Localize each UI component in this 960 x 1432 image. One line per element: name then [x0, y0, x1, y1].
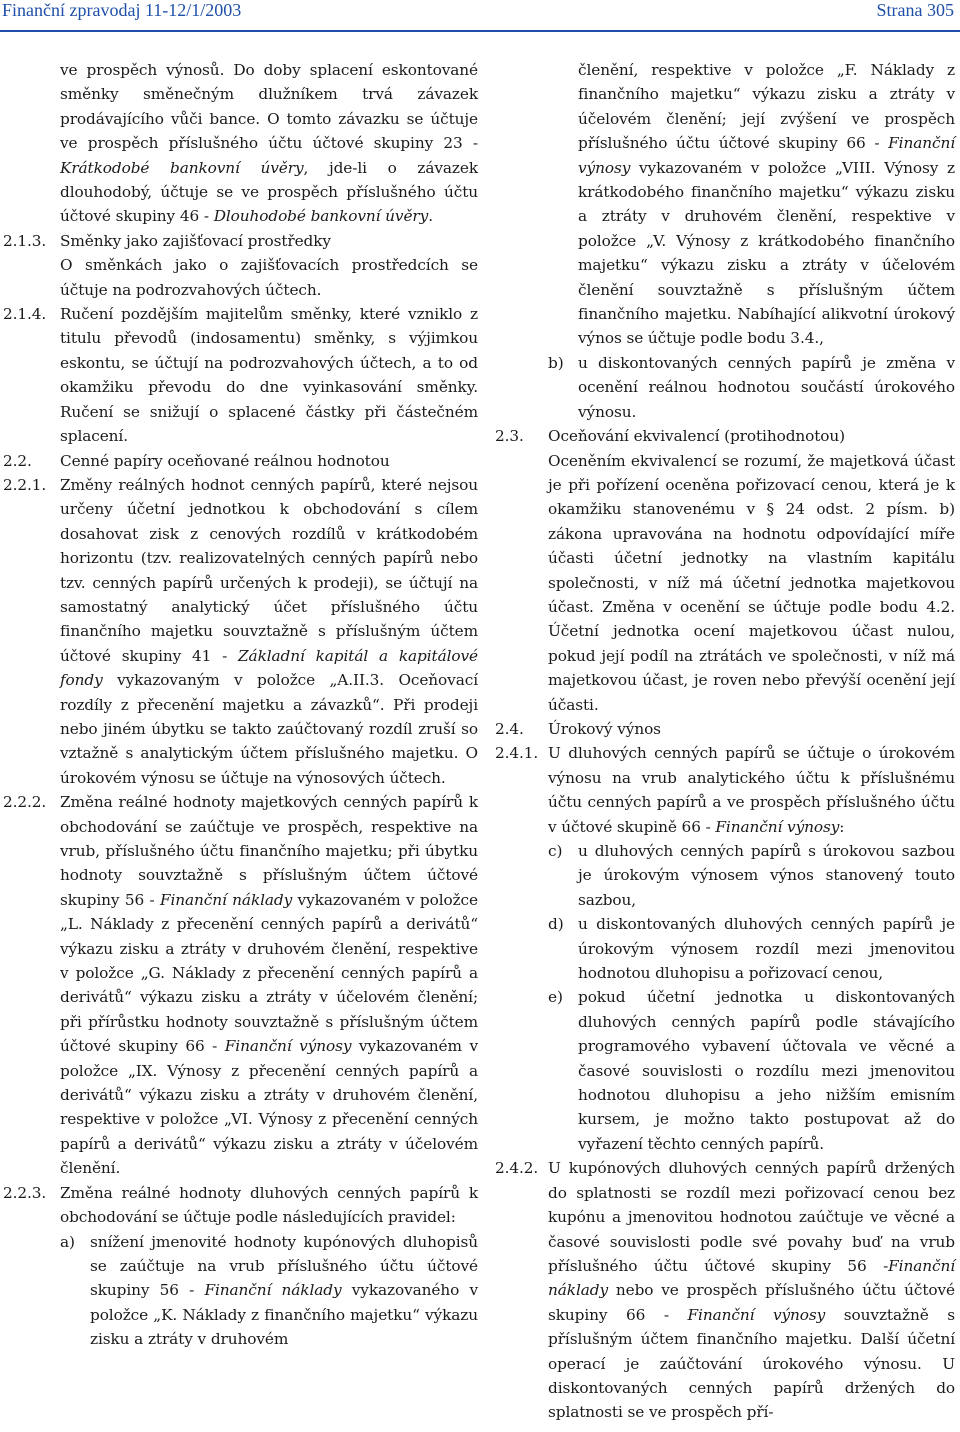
list-text: u dluhových cenných papírů s úrokovou sazbou je úrokovým výnosem výnos stanovený touto sazbou, [578, 842, 955, 909]
list-a-continuation [495, 58, 955, 351]
section-2-2-2 [3, 790, 478, 1181]
text: , jde-li o závazek dlouhodobý, účtuje se ve prospěch příslušného účtu účtové skupiny 46 - [60, 158, 479, 226]
section-number: 2.4.2. [495, 1159, 539, 1178]
section-text [548, 1156, 955, 1424]
italic-text: Finanční náklady [204, 1281, 342, 1300]
section-number: 2.2.3. [3, 1183, 47, 1202]
list-marker: c) [548, 842, 563, 860]
text: Změny reálných hodnot cenných papírů, které nejsou určeny účetní jednotkou k obchodování s cílem dosahovat zisk z cenových rozdílů v krátkodobém horizontu (tzv. realizovatelných cenných papírů nebo tzv. cenných papírů určených k prodeji), se účtují na samostatný analytický účet příslušného účtu finančního majetku souvztažně s příslušným účtem účtové skupiny 41 - [60, 475, 478, 665]
text: vykazovaném v položce „L. Náklady z přecenění cenných papírů a derivátů“ výkazu zisku a ztráty v druhovém členění, respektive v položce „G. Náklady z přecenění cenných papírů a derivátů“ výkazu zisku a ztráty v účelovém členění; při přírůstku hodnoty souvztažně s příslušným účtem účtové skupiny 66 - [60, 890, 478, 1056]
section-number: 2.4.1. [495, 744, 539, 763]
list-item-b [495, 351, 955, 424]
text: snížení jmenovité hodnoty kupónových dluhopisů se zaúčtuje na vrub příslušného účtu účtové skupiny 56 - [90, 1232, 478, 1300]
text: Změna reálné hodnoty majetkových cenných papírů k obchodování se zaúčtuje ve prospěch, respektive na vrub, příslušného účtu finančního majetku; při úbytku hodnoty souvztažně s příslušným účtem účtové skupiny 56 - [60, 793, 478, 909]
section-number: 2.2.2. [3, 793, 47, 812]
section-2-1-4 [3, 302, 478, 448]
text: U dluhových cenných papírů se účtuje o úrokovém výnosu na vrub analytického účtu k příslušnému účtu cenných papírů a ve prospěch příslušného účtu v účtové skupině 66 - [548, 744, 955, 836]
list-item-d [548, 912, 955, 985]
italic-text: Základní kapitál a kapitálové fondy [60, 646, 478, 690]
section-2-1-3 [3, 229, 478, 302]
section-body [60, 1181, 478, 1352]
section-2-2-1 [3, 473, 478, 790]
italic-text: Dlouhodobé bankovní úvěry [213, 207, 429, 226]
text: . [428, 207, 433, 226]
text: U kupónových dluhových cenných papírů držených do splatnosti se rozdíl mezi pořizovací cenou bez kupónu a jmenovitou hodnotou zaúčtuje ve věcné a časové souvislosti podle své povahy buď na vrub příslušného účtu účtové skupiny 56 - [548, 1159, 955, 1275]
section-2-2 [3, 449, 478, 473]
section-2-4 [495, 717, 955, 741]
section-body [548, 424, 955, 717]
italic-text: Finanční výnosy [224, 1037, 352, 1056]
italic-text: Finanční náklady [548, 1256, 955, 1300]
section-number: 2.1.4. [3, 305, 47, 324]
section-number: 2.1.3. [3, 231, 47, 250]
section-text [60, 473, 478, 790]
list-marker: b) [548, 353, 564, 372]
italic-text: Finanční výnosy [715, 817, 840, 836]
list-text [90, 1230, 478, 1352]
text: vykazovaného v položce „K. Náklady z finančního majetku“ výkazu zisku a ztráty v druhovém [90, 1281, 478, 1349]
italic-text: Finanční výnosy [687, 1305, 826, 1324]
list-text: pokud účetní jednotka u diskontovaných dluhových cenných papírů podle stávajícího programového vybavení účtovala ve věcné a časové souvislosti o rozdílu mezi jmenovitou hodnotou dluhopisu a jeho nižším emisním kursem, je možno takto postupovat až do vyřazení těchto cenných papírů. [578, 988, 955, 1153]
section-2-2-3 [3, 1181, 478, 1352]
list-text [578, 58, 955, 351]
list-marker: d) [548, 915, 564, 934]
list-item-e [548, 985, 955, 1156]
italic-text: Finanční náklady [159, 890, 293, 909]
section-2-3 [495, 424, 955, 717]
section-number: 2.4. [495, 719, 524, 738]
text: nebo ve prospěch příslušného účtu účtové skupiny 66 - [548, 1281, 955, 1324]
list-marker: e) [548, 988, 563, 1007]
text: ve prospěch výnosů. Do doby splacení eskontované směnky směnečným dlužníkem trvá závazek prodávajícího vůči bance. O tomto závazku se účtuje ve prospěch příslušného účtu účtové skupiny 23 - [60, 61, 478, 153]
section-text: Změna reálné hodnoty dluhových cenných papírů k obchodování se účtuje podle následujících pravidel: [60, 1183, 478, 1227]
list-item-c [548, 839, 955, 912]
page-number: Strana 305 [876, 0, 954, 20]
section-number: 2.2.1. [3, 475, 47, 494]
section-text: Oceněním ekvivalencí se rozumí, že majetková účast je při pořízení oceněna pořizovací cenou, která je k okamžiku stanovenému v § 24 odst. 2 písm. b) zákona upravována na hodnotu odpovídající míře účasti účetní jednotky na vlastním kapitálu společnosti, v níž má účetní jednotka majetkovou účast. Změna v ocenění se účtuje podle bodu 4.2. Účetní jednotka ocení majetkovou účast nulou, pokud její podíl na ztrátách ve společnosti, v níž má majetkovou účast, je roven nebo převýší ocenění její účasti. [548, 451, 955, 714]
section-number: 2.3. [495, 427, 524, 446]
section-title: Cenné papíry oceňované reálnou hodnotou [60, 451, 390, 470]
page-header [0, 0, 960, 24]
text: vykazovaném v položce „VIII. Výnosy z krátkodobého finančního majetku“ výkazu zisku a ztráty v druhovém členění, respektive v položce „V. Výnosy z krátkodobého finančního majetku“ výkazu zisku a ztráty v účelovém členění souvztažně s příslušným účtem finančního majetku. Nabíhající alikvotní úrokový výnos se účtuje podle bodu 3.4., [578, 158, 955, 348]
header-rule [0, 30, 960, 32]
section-text: O směnkách jako o zajišťovacích prostředcích se účtuje na podrozvahových účtech. [60, 256, 478, 299]
section-2-4-1 [495, 741, 955, 1156]
section-body [60, 229, 478, 302]
section-text [548, 741, 955, 839]
section-body [548, 741, 955, 1156]
section-title: Směnky jako zajišťovací prostředky [60, 231, 331, 250]
text: vykazovaným v položce „A.II.3. Oceňovací rozdíly z přecenění majetku a závazků“. Při prodeji nebo jiném úbytku se takto zaúčtovaný rozdíl zruší so vztažně s analytickým účtem příslušného majetku. O úrokovém výnosu se účtuje na výnosových účtech. [60, 671, 478, 787]
list-item-a [60, 1230, 478, 1352]
section-text: Ručení pozdějším majitelům směnky, které vzniklo z titulu převodů (indosamentu) směnky, s výjimkou eskontu, se účtují na podrozvahových účtech, a to od okamžiku převodu do dne vyinkasování směnky. Ručení se snižují o splacené částky při částečném splacení. [60, 305, 478, 446]
text: souvztažně s příslušným účtem finančního majetku. Další účetní operací je zaúčtování úrokového výnosu. U diskontovaných cenných papírů držených do splatnosti se ve prospěch pří- [548, 1305, 955, 1422]
paragraph-continuation [60, 58, 478, 229]
section-number: 2.2. [3, 451, 32, 470]
section-text [60, 790, 478, 1181]
text: : [839, 817, 845, 836]
text: členění, respektive v položce „F. Náklady z finančního majetku“ výkazu zisku a ztráty v účelovém členění; její zvýšení ve prospěch příslušného účtu účtové skupiny 66 - [578, 61, 955, 153]
italic-text: Krátkodobé bankovní úvěry [60, 158, 304, 177]
text: vykazovaném v položce „IX. Výnosy z přecenění cenných papírů a derivátů“ výkazu zisku a ztráty v druhovém členění, respektive v položce „VI. Výnosy z přecenění cenných papírů a derivátů“ výkazu zisku a ztráty v účelovém členění. [60, 1037, 478, 1178]
left-column [3, 58, 479, 1352]
list-marker: a) [60, 1232, 75, 1251]
section-2-4-2 [495, 1156, 955, 1424]
italic-text: Finanční výnosy [578, 134, 955, 177]
right-column [495, 58, 955, 1425]
list-text: u diskontovaných dluhových cenných papírů je úrokovým výnosem rozdíl mezi jmenovitou hodnotou dluhopisu a pořizovací cenou, [578, 915, 955, 983]
list-text: u diskontovaných cenných papírů je změna v ocenění reálnou hodnotou součástí úrokového výnosu. [578, 353, 955, 421]
journal-title: Finanční zpravodaj 11-12/1/2003 [2, 0, 242, 20]
section-title: Oceňování ekvivalencí (protihodnotou) [548, 427, 846, 446]
section-title: Úrokový výnos [548, 719, 661, 738]
